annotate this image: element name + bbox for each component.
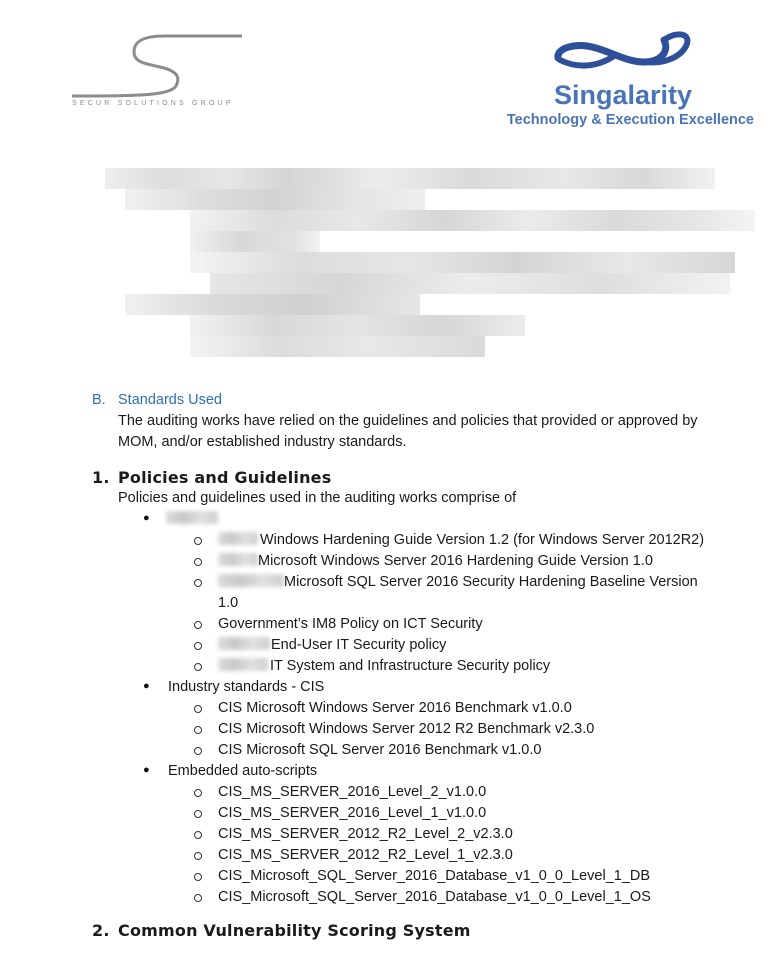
section-b-paragraph-line-2: MOM, and/or established industry standards. bbox=[118, 434, 407, 450]
group-a-label-redacted bbox=[166, 509, 218, 530]
section-1-intro: Policies and guidelines used in the auditing works comprise of bbox=[118, 490, 517, 506]
group-a-item bbox=[218, 656, 268, 677]
group-c-item-4: CIS_MS_SERVER_2012_R2_Level_1_v2.3.0 bbox=[218, 847, 513, 863]
section-1-number: 1. bbox=[92, 468, 110, 487]
bullet-circle-icon bbox=[194, 579, 202, 587]
section-b-marker: B. bbox=[92, 392, 106, 408]
secur-solutions-logo bbox=[72, 30, 252, 115]
bullet-circle-icon bbox=[194, 642, 202, 650]
bullet-circle-icon bbox=[194, 621, 202, 629]
group-c-item-5: CIS_Microsoft_SQL_Server_2016_Database_v1_0_0_Level_1_DB bbox=[218, 868, 651, 884]
group-a-item-5: End-User IT Security policy bbox=[271, 637, 447, 653]
group-a-item bbox=[218, 635, 270, 656]
group-b-item-2: CIS Microsoft Windows Server 2012 R2 Benchmark v2.3.0 bbox=[218, 721, 595, 737]
bullet-disc-icon: ● bbox=[143, 764, 150, 776]
section-1-title: Policies and Guidelines bbox=[118, 468, 332, 487]
bullet-circle-icon bbox=[194, 810, 202, 818]
group-c-label: Embedded auto-scripts bbox=[168, 763, 318, 779]
group-c-item-2: CIS_MS_SERVER_2016_Level_1_v1.0.0 bbox=[218, 805, 487, 821]
group-b-label: Industry standards - CIS bbox=[168, 679, 325, 695]
bullet-circle-icon bbox=[194, 663, 202, 671]
bullet-circle-icon bbox=[194, 558, 202, 566]
group-a-item-3: Microsoft SQL Server 2016 Security Hardening Baseline Version bbox=[284, 574, 698, 590]
group-a-item-4: Government’s IM8 Policy on ICT Security bbox=[218, 616, 483, 632]
secur-solutions-logo-icon bbox=[72, 30, 252, 100]
bullet-disc-icon: ● bbox=[143, 680, 150, 692]
section-b-paragraph-line-1: The auditing works have relied on the guidelines and policies that provided or approved by bbox=[118, 413, 698, 429]
group-a-item-3-continued: 1.0 bbox=[218, 595, 239, 611]
bullet-circle-icon bbox=[194, 873, 202, 881]
logo-slogan: Technology & Execution Excellence bbox=[506, 112, 754, 128]
bullet-circle-icon bbox=[194, 852, 202, 860]
bullet-circle-icon bbox=[194, 831, 202, 839]
group-b-item-3: CIS Microsoft SQL Server 2016 Benchmark v1.0.0 bbox=[218, 742, 542, 758]
singalarity-logo-icon bbox=[552, 28, 702, 76]
group-a-item-1: Windows Hardening Guide Version 1.2 (for Windows Server 2012R2) bbox=[260, 532, 705, 548]
bullet-circle-icon bbox=[194, 705, 202, 713]
group-a-item-6: IT System and Infrastructure Security policy bbox=[270, 658, 551, 674]
section-2-title: Common Vulnerability Scoring System bbox=[118, 921, 471, 940]
logo-tagline: SECUR SOLUTIONS GROUP bbox=[72, 100, 234, 107]
bullet-circle-icon bbox=[194, 747, 202, 755]
group-b-item-1: CIS Microsoft Windows Server 2016 Benchmark v1.0.0 bbox=[218, 700, 572, 716]
section-b-title: Standards Used bbox=[118, 392, 222, 408]
singalarity-logo bbox=[488, 28, 758, 138]
group-a-item bbox=[218, 551, 258, 572]
group-c-item-6: CIS_Microsoft_SQL_Server_2016_Database_v1_0_0_Level_1_OS bbox=[218, 889, 651, 905]
bullet-circle-icon bbox=[194, 789, 202, 797]
bullet-disc-icon: ● bbox=[143, 512, 150, 524]
group-c-item-3: CIS_MS_SERVER_2012_R2_Level_2_v2.3.0 bbox=[218, 826, 513, 842]
group-a-item bbox=[218, 530, 258, 551]
group-c-item-1: CIS_MS_SERVER_2016_Level_2_v1.0.0 bbox=[218, 784, 487, 800]
logo-brand-name: Singalarity bbox=[553, 80, 692, 110]
bullet-circle-icon bbox=[194, 537, 202, 545]
bullet-circle-icon bbox=[194, 726, 202, 734]
section-2-number: 2. bbox=[92, 921, 110, 940]
bullet-circle-icon bbox=[194, 894, 202, 902]
group-a-item-2: Microsoft Windows Server 2016 Hardening Guide Version 1.0 bbox=[258, 553, 653, 569]
group-a-item bbox=[218, 572, 284, 593]
